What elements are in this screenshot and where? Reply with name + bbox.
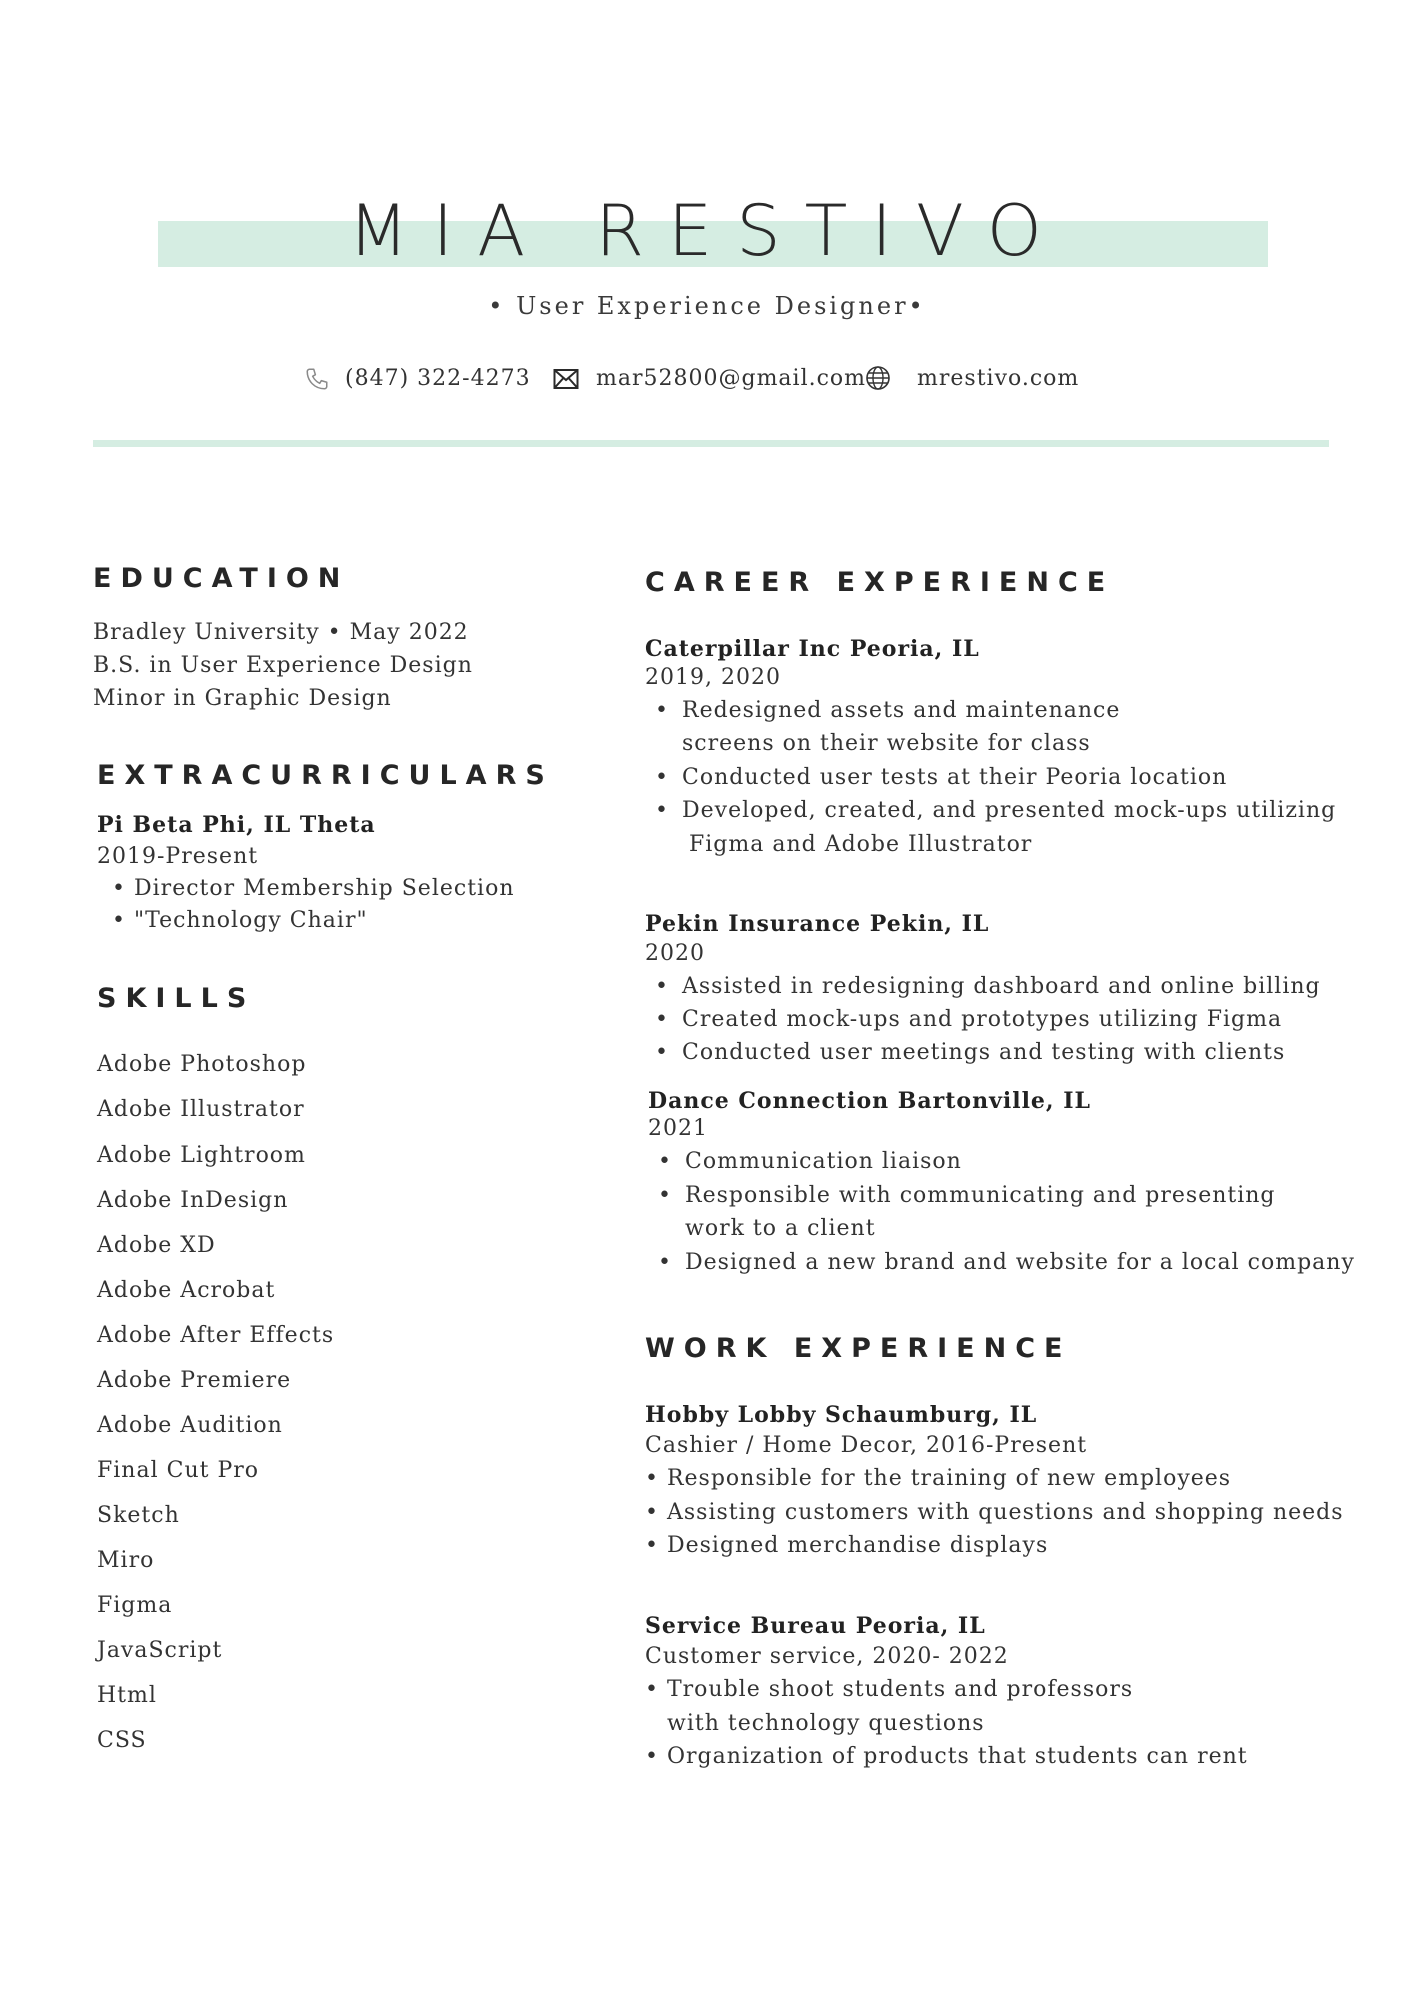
bullet-dot: • (658, 1250, 672, 1275)
skill-item: Adobe Premiere (97, 1368, 292, 1393)
career-bullet: Redesigned assets and maintenance (682, 698, 1121, 723)
bullet-dot: • (112, 908, 126, 933)
bullet-dot: • (655, 974, 669, 999)
career-bullet-continued: screens on their website for class (682, 731, 1091, 756)
extracurricular-bullet: Director Membership Selection (134, 876, 515, 901)
phone-icon (304, 366, 330, 392)
work-role: Customer service, 2020- 2022 (645, 1644, 1009, 1669)
skill-item: Final Cut Pro (97, 1458, 260, 1483)
career-bullet: Designed a new brand and website for a local company (685, 1250, 1355, 1275)
skill-item: Adobe Audition (97, 1413, 283, 1438)
work-company: Service Bureau Peoria, IL (645, 1613, 986, 1639)
skill-item: Adobe Illustrator (97, 1097, 305, 1122)
career-company: Caterpillar Inc Peoria, IL (645, 636, 980, 662)
work-bullet-continued: with technology questions (667, 1711, 985, 1736)
work-bullet: • Designed merchandise displays (645, 1533, 1049, 1558)
envelope-icon (553, 368, 579, 390)
skill-item: JavaScript (97, 1638, 223, 1663)
career-dates: 2019, 2020 (645, 665, 781, 690)
career-bullet-continued: work to a client (685, 1216, 876, 1241)
work-bullet: • Trouble shoot students and professors (645, 1677, 1134, 1702)
job-title: • User Experience Designer• (488, 292, 926, 320)
career-bullet: Developed, created, and presented mock-ups utilizing (682, 798, 1337, 823)
extracurriculars-heading: EXTRACURRICULARS (97, 760, 554, 791)
career-bullet: Created mock-ups and prototypes utilizing Figma (682, 1007, 1283, 1032)
work-bullet: • Assisting customers with questions and shopping needs (645, 1500, 1344, 1525)
work-heading: WORK EXPERIENCE (645, 1333, 1072, 1364)
career-company: Pekin Insurance Pekin, IL (645, 911, 990, 937)
work-role: Cashier / Home Decor, 2016-Present (645, 1433, 1088, 1458)
header-divider (93, 440, 1329, 447)
education-line: Minor in Graphic Design (93, 686, 392, 711)
bullet-dot: • (112, 876, 126, 901)
skill-item: Sketch (97, 1503, 180, 1528)
skill-item: Adobe Photoshop (97, 1052, 307, 1077)
skill-item: Adobe After Effects (97, 1323, 335, 1348)
bullet-dot: • (658, 1149, 672, 1174)
bullet-dot: • (655, 798, 669, 823)
skill-item: CSS (97, 1728, 147, 1753)
skill-item: Adobe Lightroom (97, 1143, 306, 1168)
career-dates: 2020 (645, 941, 705, 966)
bullet-dot: • (655, 1007, 669, 1032)
extracurricular-dates: 2019-Present (97, 844, 259, 869)
skill-item: Miro (97, 1548, 155, 1573)
skill-item: Figma (97, 1593, 173, 1618)
work-bullet: • Responsible for the training of new employees (645, 1466, 1232, 1491)
career-bullet-continued: Figma and Adobe Illustrator (689, 832, 1033, 857)
extracurricular-bullet: "Technology Chair" (134, 908, 368, 933)
education-heading: EDUCATION (93, 563, 350, 594)
bullet-dot: • (655, 765, 669, 790)
education-line: B.S. in User Experience Design (93, 653, 473, 678)
phone-number: (847) 322-4273 (345, 366, 531, 391)
skill-item: Adobe Acrobat (97, 1278, 276, 1303)
career-bullet: Communication liaison (685, 1149, 962, 1174)
bullet-dot: • (655, 1040, 669, 1065)
career-heading: CAREER EXPERIENCE (645, 567, 1115, 598)
email-address: mar52800@gmail.com (596, 366, 867, 391)
bullet-dot: • (655, 698, 669, 723)
career-dates: 2021 (648, 1116, 708, 1141)
career-bullet: Responsible with communicating and presenting (685, 1183, 1276, 1208)
globe-icon (865, 365, 891, 391)
skills-heading: SKILLS (97, 983, 256, 1014)
candidate-name: MIA RESTIVO (348, 190, 1066, 272)
skill-item: Adobe InDesign (97, 1188, 289, 1213)
career-bullet: Conducted user tests at their Peoria location (682, 765, 1228, 790)
work-bullet: • Organization of products that students can rent (645, 1744, 1248, 1769)
extracurricular-org: Pi Beta Phi, IL Theta (97, 812, 376, 838)
education-line: Bradley University • May 2022 (93, 620, 469, 645)
career-bullet: Assisted in redesigning dashboard and online billing (682, 974, 1321, 999)
work-company: Hobby Lobby Schaumburg, IL (645, 1402, 1038, 1428)
skill-item: Html (97, 1683, 157, 1708)
career-bullet: Conducted user meetings and testing with clients (682, 1040, 1286, 1065)
career-company: Dance Connection Bartonville, IL (648, 1088, 1091, 1114)
website-url: mrestivo.com (917, 366, 1080, 391)
skill-item: Adobe XD (97, 1233, 216, 1258)
bullet-dot: • (658, 1183, 672, 1208)
